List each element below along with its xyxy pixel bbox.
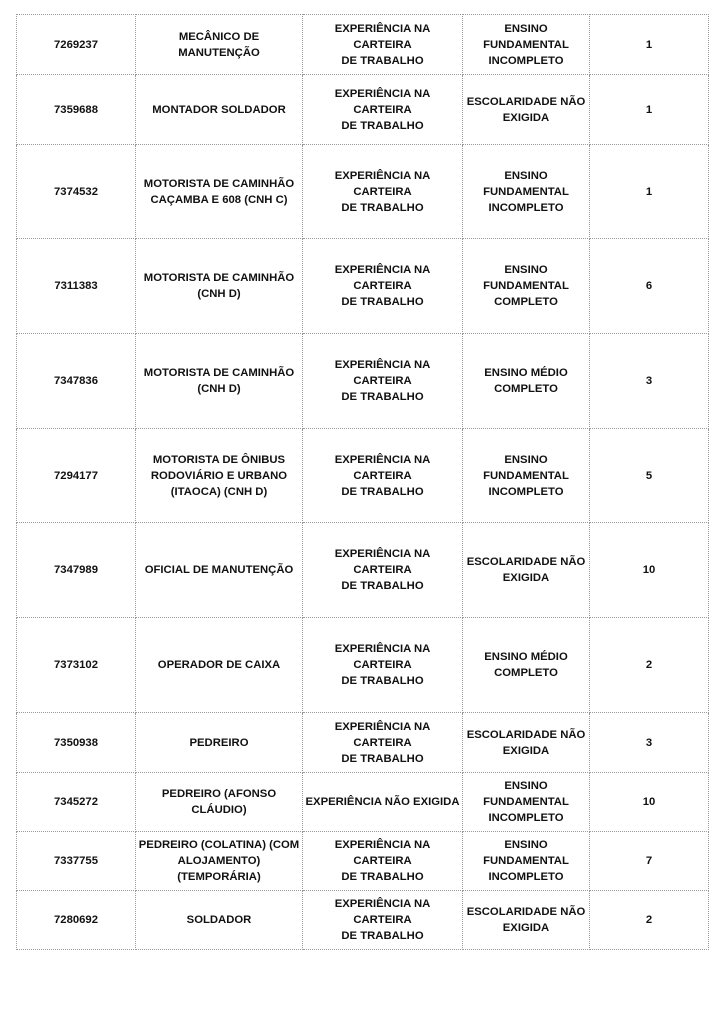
- vacancy-code: 7311383: [17, 239, 136, 334]
- job-title: MONTADOR SOLDADOR: [136, 75, 303, 145]
- job-title: MOTORISTA DE CAMINHÃO CAÇAMBA E 608 (CNH C): [136, 145, 303, 239]
- education-requirement: ENSINO MÉDIO COMPLETO: [463, 618, 590, 713]
- education-requirement: ENSINO FUNDAMENTAL COMPLETO: [463, 239, 590, 334]
- job-title: MOTORISTA DE ÔNIBUS RODOVIÁRIO E URBANO (ITAOCA) (CNH D): [136, 429, 303, 523]
- vacancy-quantity: 1: [590, 145, 709, 239]
- vacancy-quantity: 2: [590, 618, 709, 713]
- experience-requirement: EXPERIÊNCIA NA CARTEIRA DE TRABALHO: [303, 523, 463, 618]
- vacancy-code: 7280692: [17, 891, 136, 950]
- education-requirement: ESCOLARIDADE NÃO EXIGIDA: [463, 713, 590, 773]
- vacancy-code: 7294177: [17, 429, 136, 523]
- vacancy-code: 7373102: [17, 618, 136, 713]
- job-title: MOTORISTA DE CAMINHÃO (CNH D): [136, 239, 303, 334]
- job-title: OFICIAL DE MANUTENÇÃO: [136, 523, 303, 618]
- experience-requirement: EXPERIÊNCIA NA CARTEIRA DE TRABALHO: [303, 713, 463, 773]
- table-row: [17, 523, 709, 618]
- vacancy-quantity: 6: [590, 239, 709, 334]
- vacancy-code: 7374532: [17, 145, 136, 239]
- education-requirement: ENSINO FUNDAMENTAL INCOMPLETO: [463, 15, 590, 75]
- experience-requirement: EXPERIÊNCIA NÃO EXIGIDA: [303, 773, 463, 832]
- table-row: [17, 75, 709, 145]
- job-title: PEDREIRO: [136, 713, 303, 773]
- vacancy-code: 7337755: [17, 832, 136, 891]
- table-row: [17, 773, 709, 832]
- vacancy-code: 7347836: [17, 334, 136, 429]
- table-row: [17, 713, 709, 773]
- education-requirement: ENSINO FUNDAMENTAL INCOMPLETO: [463, 429, 590, 523]
- experience-requirement: EXPERIÊNCIA NA CARTEIRA DE TRABALHO: [303, 832, 463, 891]
- vacancy-quantity: 5: [590, 429, 709, 523]
- table-row: [17, 429, 709, 523]
- vacancy-quantity: 1: [590, 75, 709, 145]
- education-requirement: ENSINO MÉDIO COMPLETO: [463, 334, 590, 429]
- experience-requirement: EXPERIÊNCIA NA CARTEIRA DE TRABALHO: [303, 891, 463, 950]
- vacancy-quantity: 10: [590, 523, 709, 618]
- experience-requirement: EXPERIÊNCIA NA CARTEIRA DE TRABALHO: [303, 15, 463, 75]
- job-title: PEDREIRO (COLATINA) (COM ALOJAMENTO) (TEMPORÁRIA): [136, 832, 303, 891]
- job-title: SOLDADOR: [136, 891, 303, 950]
- experience-requirement: EXPERIÊNCIA NA CARTEIRA DE TRABALHO: [303, 75, 463, 145]
- experience-requirement: EXPERIÊNCIA NA CARTEIRA DE TRABALHO: [303, 334, 463, 429]
- table-row: [17, 239, 709, 334]
- vacancy-quantity: 3: [590, 334, 709, 429]
- experience-requirement: EXPERIÊNCIA NA CARTEIRA DE TRABALHO: [303, 145, 463, 239]
- education-requirement: ESCOLARIDADE NÃO EXIGIDA: [463, 523, 590, 618]
- vacancy-quantity: 3: [590, 713, 709, 773]
- vacancy-quantity: 7: [590, 832, 709, 891]
- table-row: [17, 618, 709, 713]
- vacancy-quantity: 2: [590, 891, 709, 950]
- job-title: OPERADOR DE CAIXA: [136, 618, 303, 713]
- job-title: PEDREIRO (AFONSO CLÁUDIO): [136, 773, 303, 832]
- vacancy-quantity: 10: [590, 773, 709, 832]
- vacancy-quantity: 1: [590, 15, 709, 75]
- vacancy-code: 7359688: [17, 75, 136, 145]
- table-row: [17, 891, 709, 950]
- education-requirement: ESCOLARIDADE NÃO EXIGIDA: [463, 891, 590, 950]
- vacancy-code: 7347989: [17, 523, 136, 618]
- education-requirement: ESCOLARIDADE NÃO EXIGIDA: [463, 75, 590, 145]
- job-title: MOTORISTA DE CAMINHÃO (CNH D): [136, 334, 303, 429]
- table-row: [17, 145, 709, 239]
- education-requirement: ENSINO FUNDAMENTAL INCOMPLETO: [463, 773, 590, 832]
- table-row: [17, 15, 709, 75]
- job-vacancies-table: [16, 14, 709, 950]
- vacancy-code: 7350938: [17, 713, 136, 773]
- education-requirement: ENSINO FUNDAMENTAL INCOMPLETO: [463, 145, 590, 239]
- vacancy-code: 7269237: [17, 15, 136, 75]
- vacancy-code: 7345272: [17, 773, 136, 832]
- table-row: [17, 334, 709, 429]
- education-requirement: ENSINO FUNDAMENTAL INCOMPLETO: [463, 832, 590, 891]
- experience-requirement: EXPERIÊNCIA NA CARTEIRA DE TRABALHO: [303, 429, 463, 523]
- experience-requirement: EXPERIÊNCIA NA CARTEIRA DE TRABALHO: [303, 618, 463, 713]
- table-row: [17, 832, 709, 891]
- experience-requirement: EXPERIÊNCIA NA CARTEIRA DE TRABALHO: [303, 239, 463, 334]
- job-title: MECÂNICO DE MANUTENÇÃO: [136, 15, 303, 75]
